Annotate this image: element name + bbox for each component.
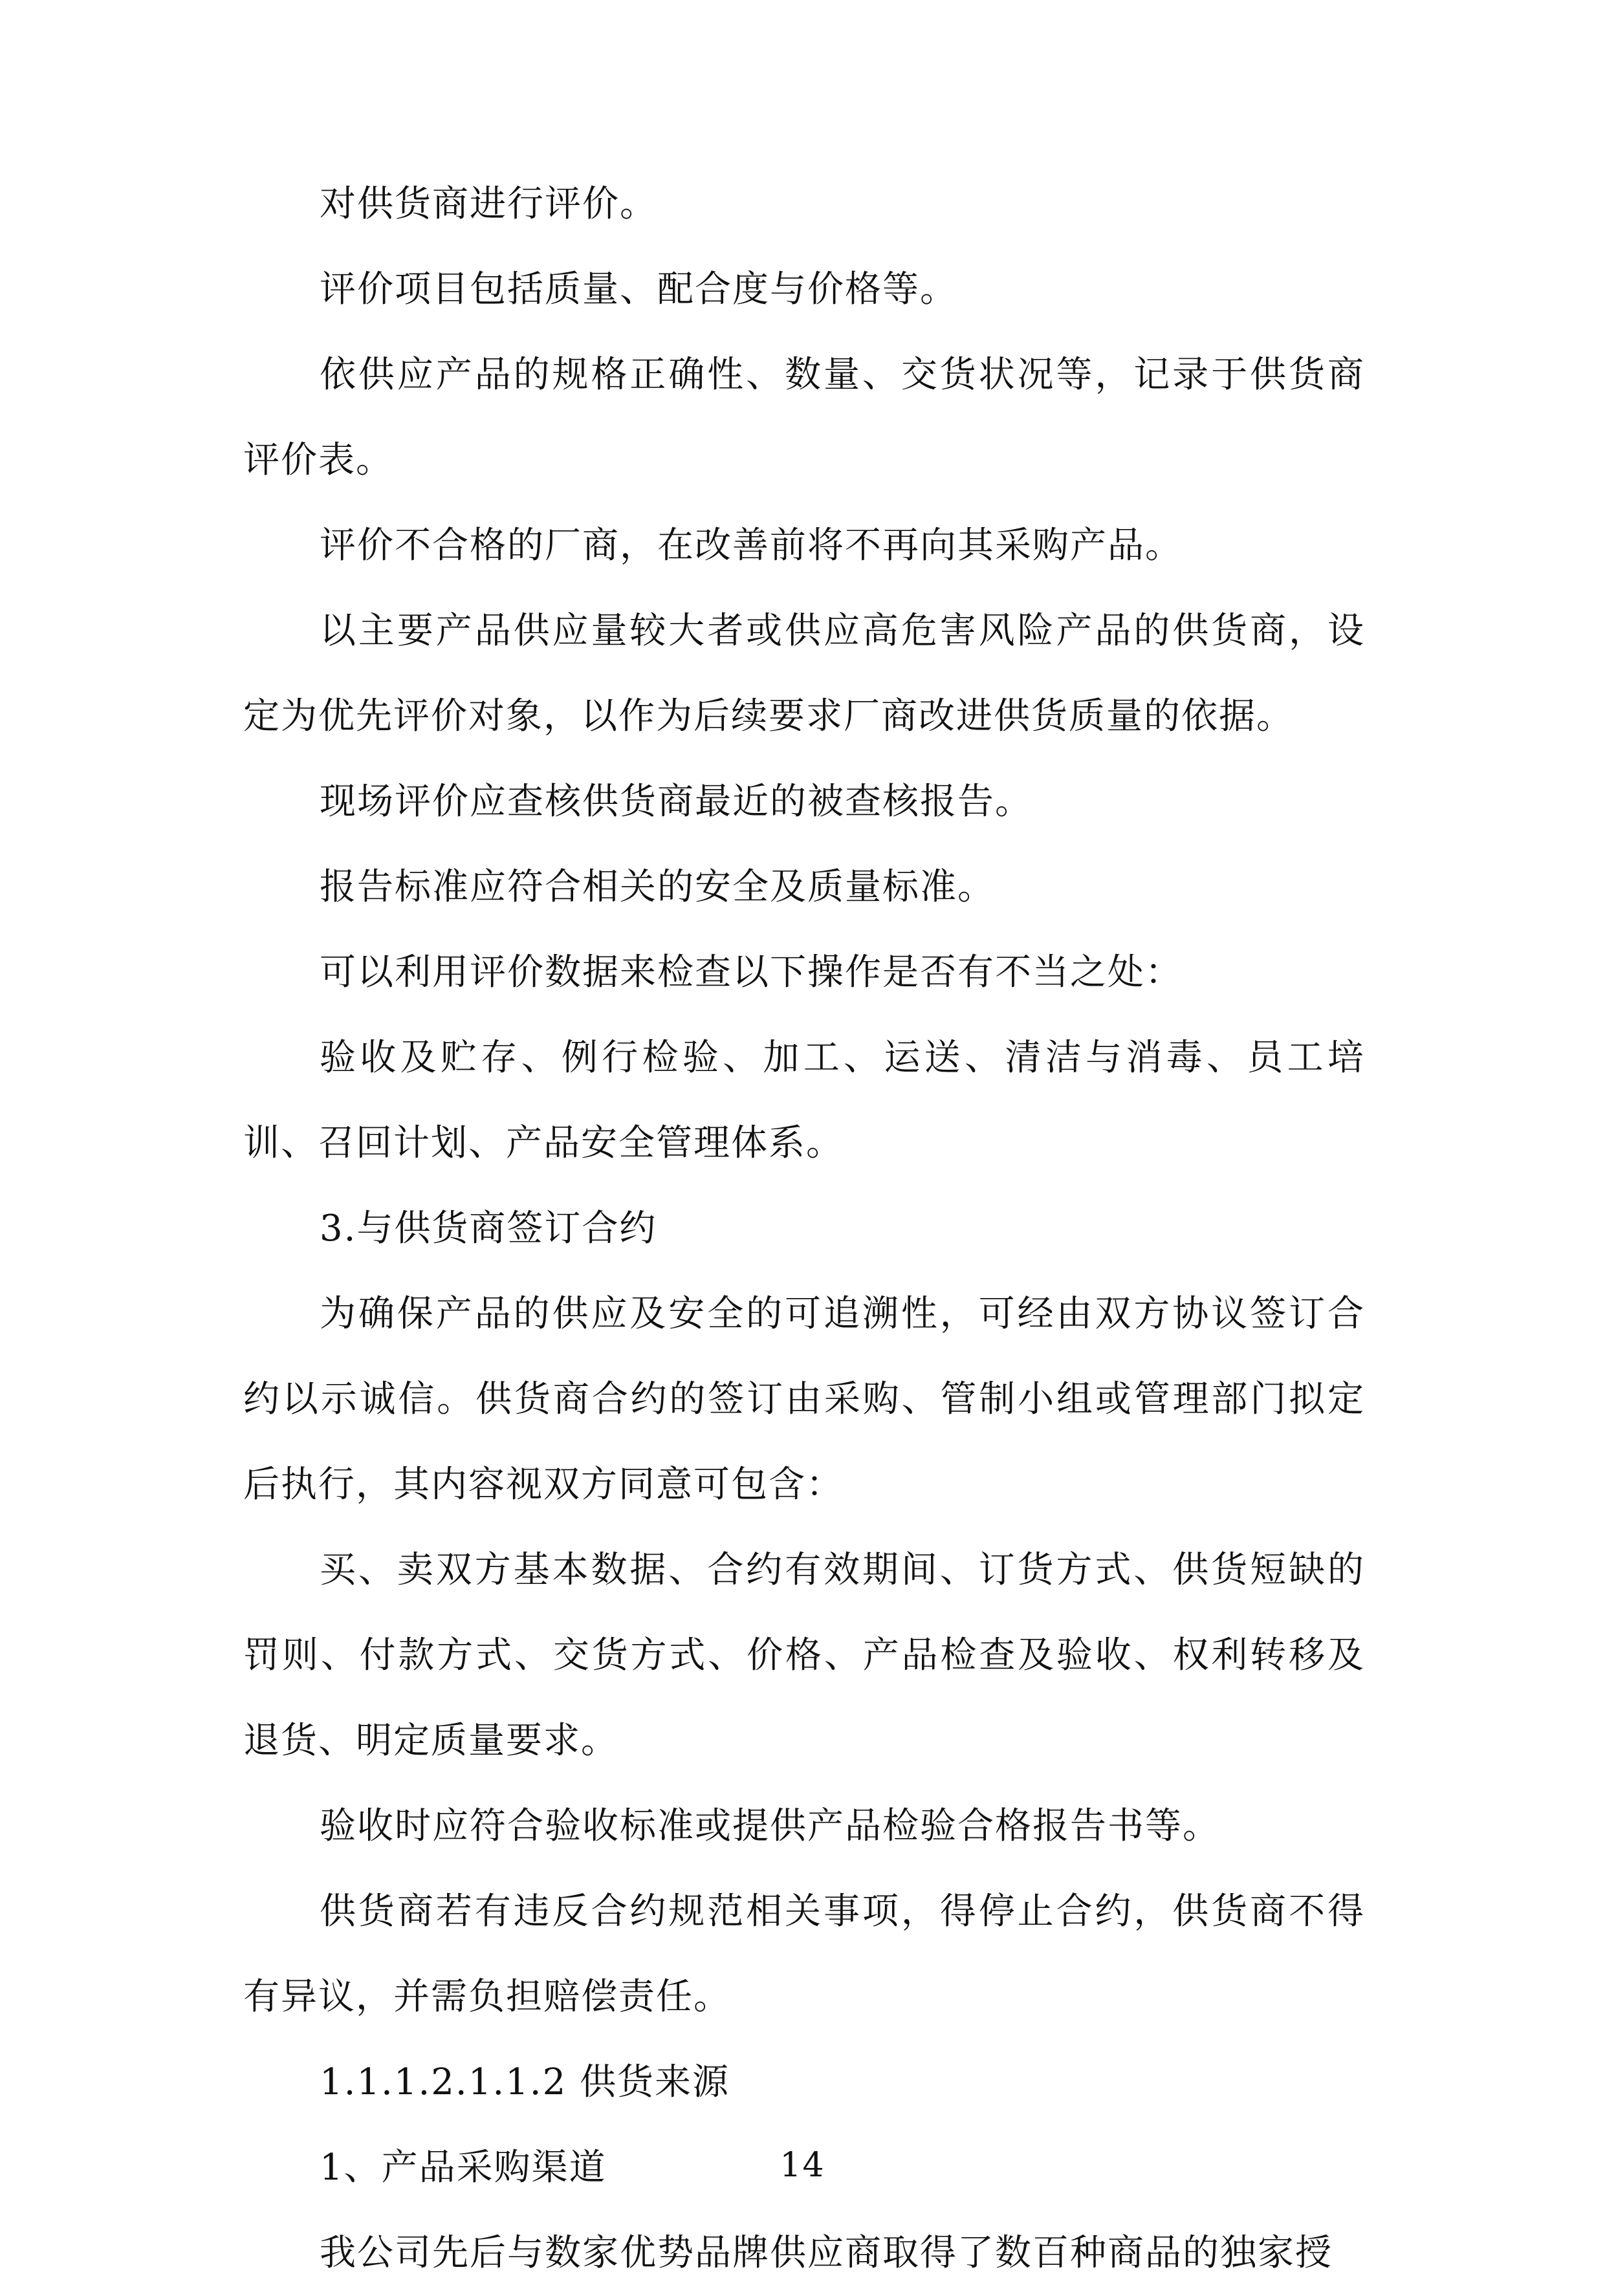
paragraph-5: 以主要产品供应量较大者或供应高危害风险产品的供货商，设定为优先评价对象，以作为后续要求厂商改进供货质量的依据。 — [243, 610, 1365, 737]
paragraph-8: 可以利用评价数据来检查以下操作是否有不当之处： — [320, 951, 1183, 993]
paragraph-1: 对供货商进行评价。 — [320, 183, 657, 225]
paragraph-11: 为确保产品的供应及安全的可追溯性，可经由双方协议签订合约以示诚信。供货商合约的签订由采购、管制小组或管理部门拟定后执行，其内容视双方同意可包含： — [243, 1293, 1365, 1506]
section-heading-supply-source: 1.1.1.2.1.1.2 供货来源 — [320, 2061, 730, 2103]
paragraph-9: 验收及贮存、例行检验、加工、运送、清洁与消毒、员工培训、召回计划、产品安全管理体系。 — [243, 1037, 1365, 1164]
body-text — [243, 162, 1365, 2296]
paragraph-13: 验收时应符合验收标准或提供产品检验合格报告书等。 — [320, 1805, 1220, 1847]
paragraph-17: 我公司先后与数家优势品牌供应商取得了数百种商品的独家授 — [320, 2232, 1333, 2274]
paragraph-3: 依供应产品的规格正确性、数量、交货状况等，记录于供货商评价表。 — [243, 354, 1365, 481]
page-number: 14 — [780, 2146, 825, 2185]
paragraph-14: 供货商若有违反合约规范相关事项，得停止合约，供货商不得有异议，并需负担赔偿责任。 — [243, 1890, 1365, 2018]
paragraph-6: 现场评价应查核供货商最近的被查核报告。 — [320, 781, 1032, 823]
paragraph-12: 买、卖双方基本数据、合约有效期间、订货方式、供货短缺的罚则、付款方式、交货方式、价格、产品检查及验收、权利转移及退货、明定质量要求。 — [243, 1549, 1365, 1762]
paragraph-4: 评价不合格的厂商，在改善前将不再向其采购产品。 — [320, 525, 1183, 567]
section-heading-contract: 3.与供货商签订合约 — [320, 1208, 657, 1250]
paragraph-2: 评价项目包括质量、配合度与价格等。 — [320, 268, 957, 310]
paragraph-7: 报告标准应符合相关的安全及质量标准。 — [320, 866, 995, 908]
subheading-purchase-channel: 1、产品采购渠道 — [320, 2147, 607, 2189]
